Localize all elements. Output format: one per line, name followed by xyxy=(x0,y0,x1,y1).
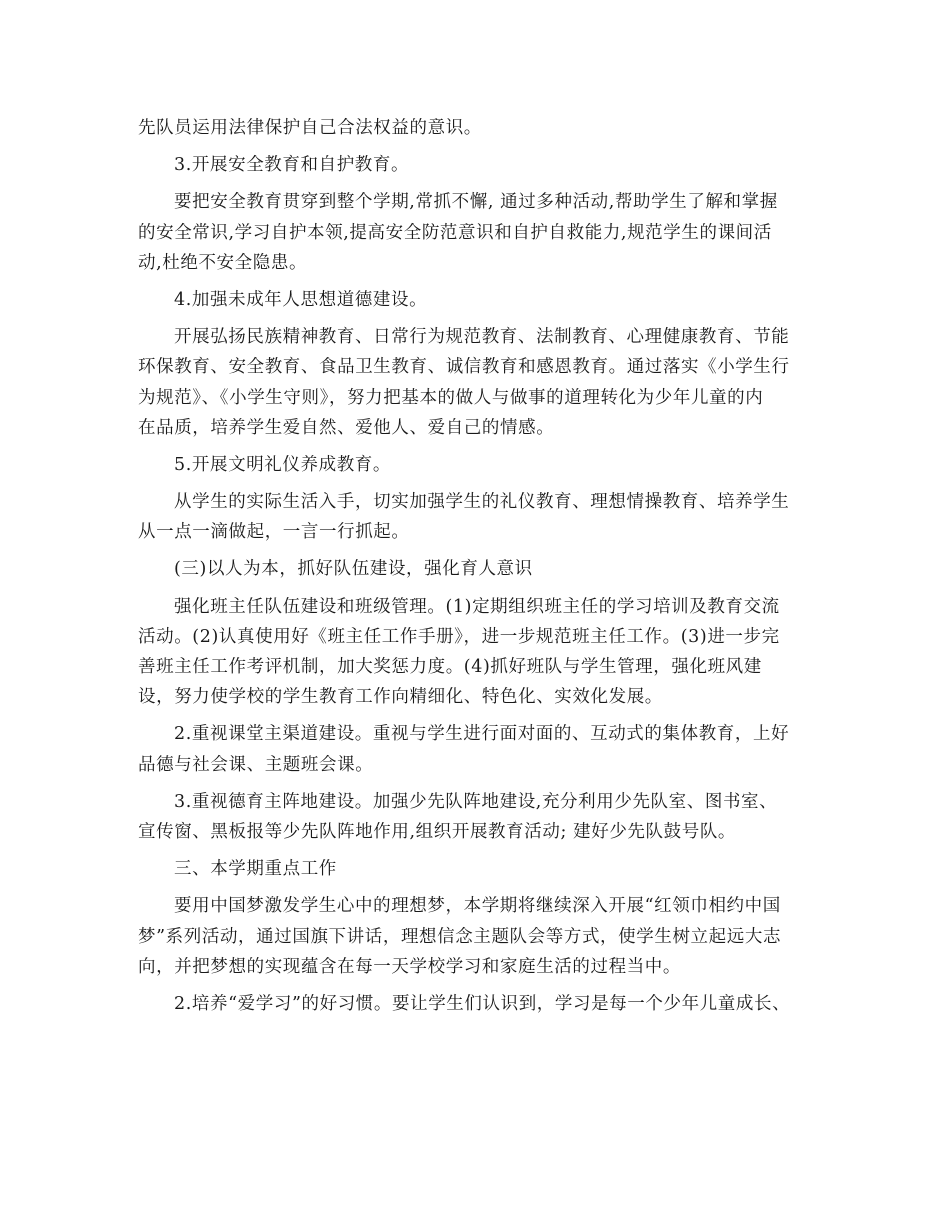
paragraph-first-line: 3.重视德育主阵地建设。加强少先队阵地建设,充分利用少先队室、图书室、 xyxy=(174,791,778,812)
paragraph-first-line: 2.培养“爱学习”的好习惯。要让学生们认识到，学习是每一个少年儿童成长、 xyxy=(174,993,791,1014)
paragraph-line: 在品质，培养学生爱自然、爱他人、爱自己的情感。 xyxy=(138,417,555,438)
paragraph-line: 活动。(2)认真使用好《班主任工作手册》，进一步规范班主任工作。(3)进一步完 xyxy=(138,626,780,647)
paragraph-line: 为规范》、《小学生守则》，努力把基本的做人与做事的道理转化为少年儿童的内 xyxy=(138,387,764,408)
paragraph-first-line: 开展弘扬民族精神教育、日常行为规范教育、法制教育、心理健康教育、节能 xyxy=(174,327,790,348)
paragraph-first-line: 3.开展安全教育和自护教育。 xyxy=(174,155,410,176)
paragraph-line: 动,杜绝不安全隐患。 xyxy=(138,252,308,273)
paragraph-first-line: 要用中国梦激发学生心中的理想梦，本学期将继续深入开展“红领巾相约中国 xyxy=(174,896,781,917)
paragraph-first-line: 2.重视课堂主渠道建设。重视与学生进行面对面的、互动式的集体教育，上好 xyxy=(174,724,790,745)
paragraph-first-line: (三)以人为本，抓好队伍建设，强化育人意识 xyxy=(174,559,533,580)
paragraph-first-line: 要把安全教育贯穿到整个学期,常抓不懈, 通过多种活动,帮助学生了解和掌握 xyxy=(174,192,778,213)
paragraph-line: 善班主任工作考评机制，加大奖惩力度。(4)抓好班队与学生管理，强化班风建 xyxy=(138,657,762,677)
paragraph-line: 环保教育、安全教育、食品卫生教育、诚信教育和感恩教育。通过落实《小学生行 xyxy=(138,357,790,378)
paragraph-first-line: 三、本学期重点工作 xyxy=(174,859,337,880)
paragraph-line: 的安全常识,学习自护本领,提高安全防范意识和自护自救能力,规范学生的课间活 xyxy=(138,222,772,243)
paragraph-first-line: 从学生的实际生活入手，切实加强学生的礼仪教育、理想情操教育、培养学生 xyxy=(174,492,790,513)
paragraph-line: 品德与社会课、主题班会课。 xyxy=(138,754,374,775)
paragraph-line: 先队员运用法律保护自己合法权益的意识。 xyxy=(138,118,482,138)
paragraph-first-line: 强化班主任队伍建设和班级管理。(1)定期组织班主任的学习培训及教育交流 xyxy=(174,596,780,617)
paragraph-line: 设，努力使学校的学生教育工作向精细化、特色化、实效化发展。 xyxy=(138,687,663,708)
paragraph-line: 从一点一滴做起，一言一行抓起。 xyxy=(138,522,410,543)
document-page xyxy=(138,113,814,1019)
paragraph-line: 宣传窗、黑板报等少先队阵地作用,组织开展教育活动; 建好少先队鼓号队。 xyxy=(138,821,737,842)
paragraph-line: 向，并把梦想的实现蕴含在每一天学校学习和家庭生活的过程当中。 xyxy=(138,956,681,977)
paragraph-first-line: 4.加强未成年人思想道德建设。 xyxy=(174,289,428,310)
paragraph-line: 梦”系列活动，通过国旗下讲话，理想信念主题队会等方式，使学生树立起远大志 xyxy=(138,926,782,947)
paragraph-first-line: 5.开展文明礼仪养成教育。 xyxy=(174,454,391,475)
